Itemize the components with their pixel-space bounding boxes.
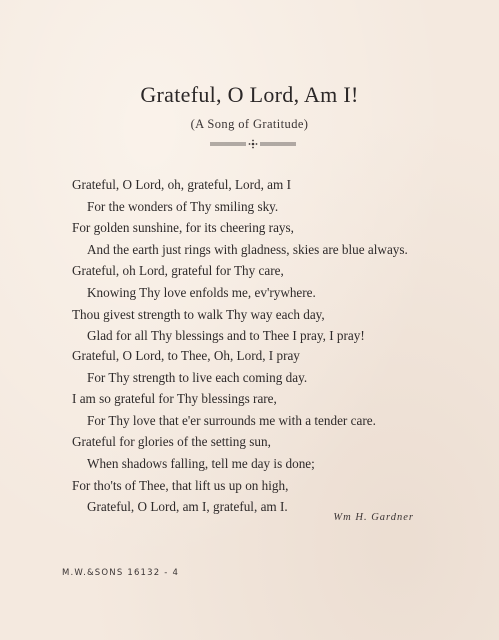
verse-1 [72,174,492,347]
song-subtitle: (A Song of Gratitude) [190,117,309,131]
verse-line: And the earth just rings with gladness, skies are blue always. [87,241,408,257]
song-title: Grateful, O Lord, Am I! [140,82,359,107]
verse-line: For Thy strength to live each coming day. [87,369,308,385]
verse-2 [72,345,492,518]
verse-line: When shadows falling, tell me day is done; [87,455,315,471]
verse-line: For the wonders of Thy smiling sky. [87,198,279,214]
verse-line: Thou givest strength to walk Thy way each day, [72,306,325,322]
verse-line: Grateful, O Lord, oh, grateful, Lord, am I [72,177,291,192]
verse-line: Grateful, oh Lord, grateful for Thy care, [72,263,284,279]
verse-line: Grateful, O Lord, to Thee, Oh, Lord, I pray [72,348,300,363]
publisher-plate-number: M.W.&SONS 16132 - 4 [62,568,180,578]
author-signature: Wm H. Gardner [333,512,414,523]
verse-line: Glad for all Thy blessings and to Thee I pray, I pray! [87,328,365,344]
verse-line: Grateful, O Lord, am I, grateful, am I. [87,499,288,515]
verse-line: For golden sunshine, for its cheering rays, [72,220,294,236]
verse-line: I am so grateful for Thy blessings rare, [72,391,277,407]
verse-line: For tho'ts of Thee, that lift us up on high, [72,477,289,493]
ornamental-divider-icon [208,138,298,150]
verse-line: Grateful for glories of the setting sun, [72,434,271,450]
verse-line: For Thy love that e'er surrounds me with a tender care. [87,412,376,428]
verse-line: Knowing Thy love enfolds me, ev'rywhere. [87,284,316,300]
